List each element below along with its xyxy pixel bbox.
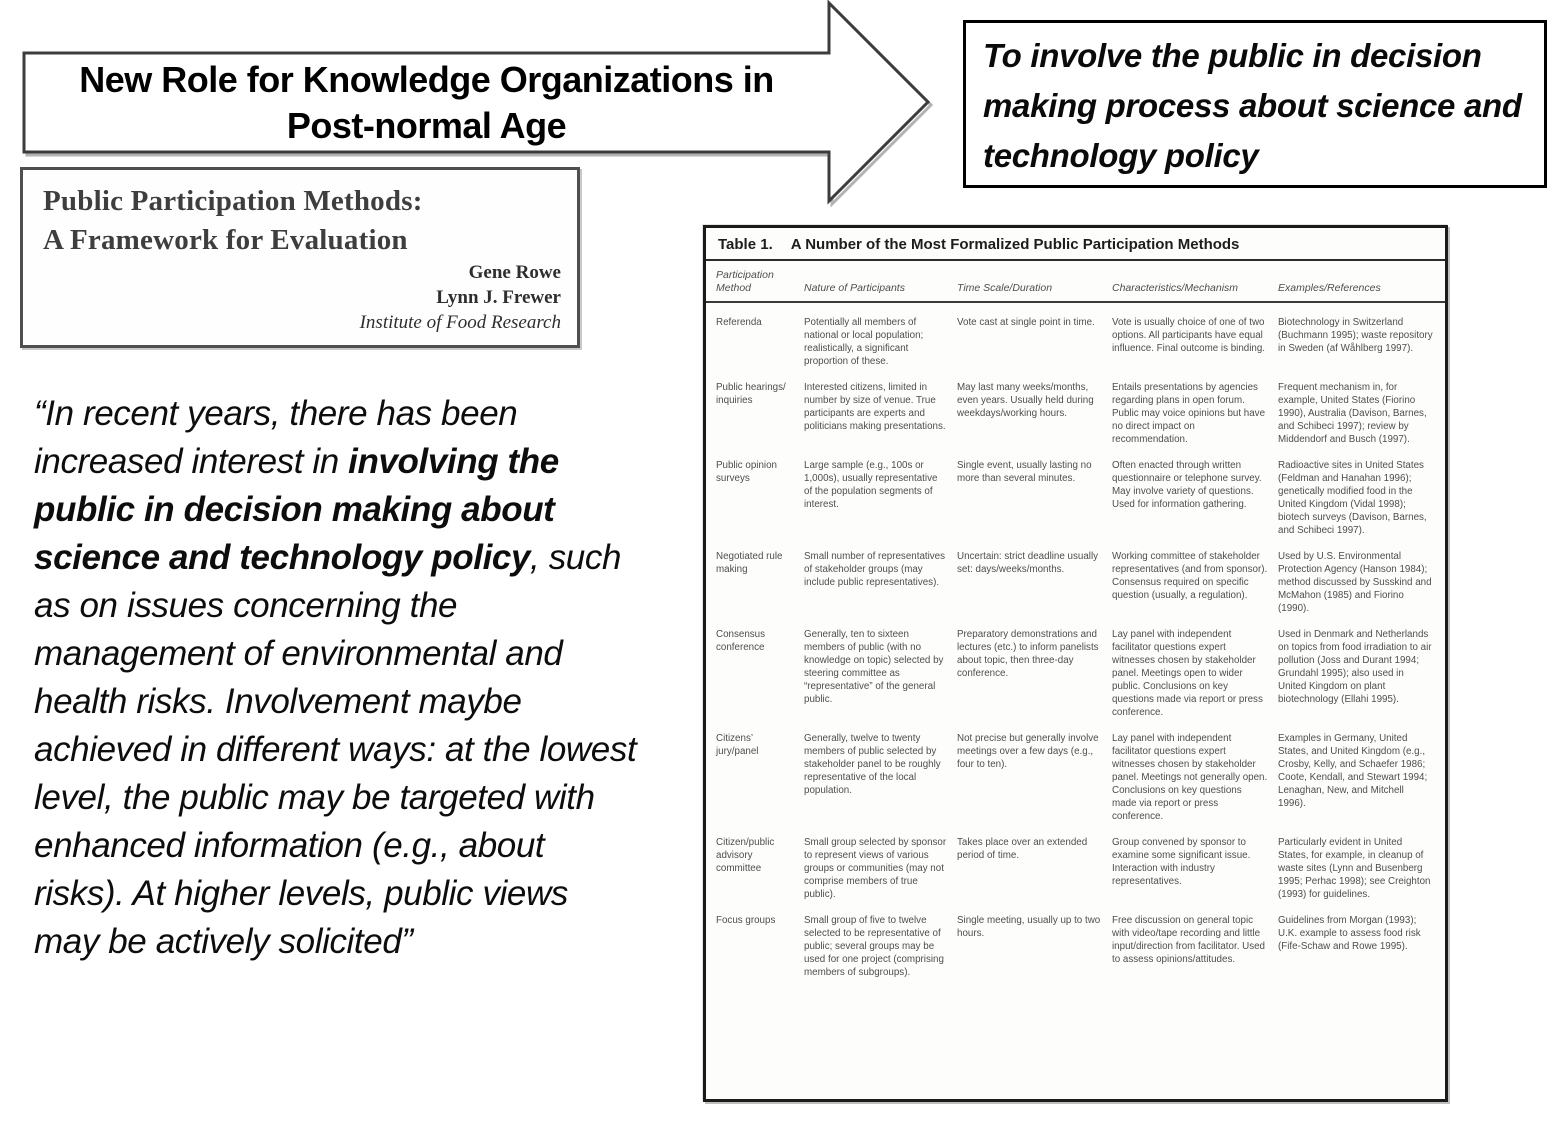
column-header-examples-references: Examples/References — [1278, 282, 1381, 294]
cell-time: Single meeting, usually up to two hours. — [957, 915, 1101, 939]
quote-bold: involving the public in decision making about science and technology policy — [34, 442, 559, 577]
cell-nature: Small number of representatives of stakeholder groups (may include public representatives). — [804, 551, 946, 588]
cell-method: Consensus conference — [716, 629, 766, 653]
cell-examples: Biotechnology in Switzerland (Buchmann 1995); waste repository in Sweden (af Wåhlberg 1997). — [1278, 317, 1433, 354]
slide-title-line1: New Role for Knowledge Organizations in — [79, 59, 774, 100]
cell-examples: Examples in Germany, United States, and United Kingdom (e.g., Crosby, Kelly, and Schaefer 1986; Coote, Kendall, and Stewart 1994; Lenaghan, New, and Mitchell 1996). — [1278, 733, 1428, 809]
cell-nature: Potentially all members of national or local population; realistically, a significant proportion of these. — [804, 317, 924, 367]
cell-characteristics: Free discussion on general topic with video/tape recording and little input/direction from facilitator. Used to assess opinions/attitudes. — [1112, 915, 1266, 965]
table-row — [706, 719, 1445, 823]
paper-author: Gene Rowe — [468, 262, 561, 283]
cell-examples: Radioactive sites in United States (Feldman and Hanahan 1996); genetically modified food in the United Kingdom (Vidal 1998); biotech surveys (Davison, Barnes, and Schibeci 1997). — [1278, 460, 1427, 536]
cell-examples: Guidelines from Morgan (1993); U.K. example to assess food risk (Fife-Schaw and Rowe 1995). — [1278, 915, 1421, 952]
paper-title — [23, 170, 577, 260]
paper-title-line1: Public Participation Methods: — [43, 185, 423, 217]
column-header-characteristics-mechanism: Characteristics/Mechanism — [1112, 282, 1239, 294]
cell-time: Single event, usually lasting no more than several minutes. — [957, 460, 1092, 484]
table-caption-title: A Number of the Most Formalized Public Participation Methods — [790, 236, 1240, 253]
cell-method: Negotiated rule making — [716, 551, 783, 575]
cell-nature: Large sample (e.g., 100s or 1,000s), usually representative of the population segments of interest. — [804, 460, 938, 510]
cell-method: Citizens’ jury/panel — [716, 733, 759, 757]
quote-post: , such as on issues concerning the management of environmental and health risks. Involvement maybe achieved in different ways: at the lowest level, the public may be targeted with enhanced information (e.g., about risks). At higher levels, public views may be actively solicited” — [34, 538, 637, 961]
table-caption-label: Table 1. — [718, 236, 773, 253]
paper-title-line2: A Framework for Evaluation — [43, 224, 408, 256]
table-row — [706, 901, 1445, 979]
cell-characteristics: Group convened by sponsor to examine some significant issue. Interaction with industry representatives. — [1112, 837, 1251, 887]
cell-examples: Frequent mechanism in, for example, United States (Fiorino 1990), Australia (Davison, Barnes, and Schibeci 1997); review by Middendorf and Busch (1997). — [1278, 382, 1427, 445]
quote-pre: “In recent years, there has been increased interest in — [34, 394, 518, 481]
table-row — [706, 368, 1445, 446]
table-row — [706, 823, 1445, 901]
cell-characteristics: Vote is usually choice of one of two options. All participants have equal influence. Final outcome is binding. — [1112, 317, 1266, 354]
participation-methods-table — [703, 225, 1448, 1102]
table-row — [706, 615, 1445, 719]
paper-citation-box — [20, 167, 580, 348]
column-header-nature-of-participants: Nature of Participants — [804, 282, 905, 294]
slide-title — [24, 53, 829, 153]
cell-time: Takes place over an extended period of time. — [957, 837, 1088, 861]
table-row — [706, 303, 1445, 368]
cell-characteristics: Often enacted through written questionnaire or telephone survey. May involve variety of questions. Used for information gathering. — [1112, 460, 1262, 510]
cell-characteristics: Working committee of stakeholder representatives (and from sponsor). Consensus required on specific question (usually, a regulation). — [1112, 551, 1268, 601]
cell-nature: Small group selected by sponsor to represent views of various groups or communities (may not comprise members of true public). — [804, 837, 947, 900]
cell-method: Referenda — [716, 317, 762, 328]
table-header-row — [706, 261, 1445, 303]
cell-nature: Generally, twelve to twenty members of public selected by stakeholder panel to be roughly representative of the local population. — [804, 733, 941, 796]
cell-method: Focus groups — [716, 915, 776, 926]
objective-box — [963, 20, 1547, 188]
cell-method: Public hearings/ inquiries — [716, 382, 786, 406]
table-row — [706, 537, 1445, 615]
table-caption — [706, 228, 1445, 261]
paper-affiliation: Institute of Food Research — [359, 312, 561, 333]
column-header-participation-method: Participation Method — [716, 269, 774, 294]
cell-time: Not precise but generally involve meetings over a few days (e.g., four to ten). — [957, 733, 1099, 770]
cell-characteristics: Lay panel with independent facilitator questions expert witnesses chosen by stakeholder panel. Meetings open to wider public. Conclusions on key questions made via report or press conference. — [1112, 629, 1263, 718]
objective-text: To involve the public in decision making process about science and technology policy — [983, 37, 1522, 174]
cell-time: May last many weeks/months, even years. Usually held during weekdays/working hours. — [957, 382, 1094, 419]
paper-author: Lynn J. Frewer — [436, 287, 561, 308]
column-header-time-scale-duration: Time Scale/Duration — [957, 282, 1053, 294]
cell-time: Vote cast at single point in time. — [957, 317, 1095, 328]
cell-method: Citizen/public advisory committee — [716, 837, 775, 874]
table-row — [706, 446, 1445, 537]
cell-method: Public opinion surveys — [716, 460, 778, 484]
paper-authors — [360, 260, 561, 335]
cell-nature: Interested citizens, limited in number by size of venue. True participants are experts and politicians making presentations. — [804, 382, 946, 432]
cell-characteristics: Lay panel with independent facilitator questions expert witnesses chosen by stakeholder panel. Meetings not generally open. Conclusions on key questions made via report or press conference. — [1112, 733, 1268, 822]
cell-time: Preparatory demonstrations and lectures (etc.) to inform panelists about topic, then three-day conference. — [957, 629, 1099, 679]
cell-examples: Particularly evident in United States, for example, in cleanup of waste sites (Lynn and Busenberg 1995; Perhac 1998); see Creighton (1993) for guidelines. — [1278, 837, 1431, 900]
quote-paragraph — [34, 390, 640, 966]
cell-examples: Used by U.S. Environmental Protection Agency (Hanson 1984); method discussed by Susskind and McMahon (1985) and Fiorino (1990). — [1278, 551, 1432, 614]
cell-nature: Small group of five to twelve selected to be representative of public; several groups may be used for one project (comprising members of subgroups). — [804, 915, 944, 978]
cell-nature: Generally, ten to sixteen members of public (with no knowledge on topic) selected by steering committee as “representative” of the general public. — [804, 629, 944, 705]
slide-title-line2: Post-normal Age — [286, 105, 567, 146]
cell-examples: Used in Denmark and Netherlands on topics from food irradiation to air pollution (Joss and Durant 1994; Grundahl 1995); also used in United Kingdom on plant biotechnology (Ellahi 1995). — [1278, 629, 1432, 705]
cell-characteristics: Entails presentations by agencies regarding plans in open forum. Public may voice opinions but have no direct impact on recommendation. — [1112, 382, 1266, 445]
cell-time: Uncertain: strict deadline usually set: days/weeks/months. — [957, 551, 1099, 575]
